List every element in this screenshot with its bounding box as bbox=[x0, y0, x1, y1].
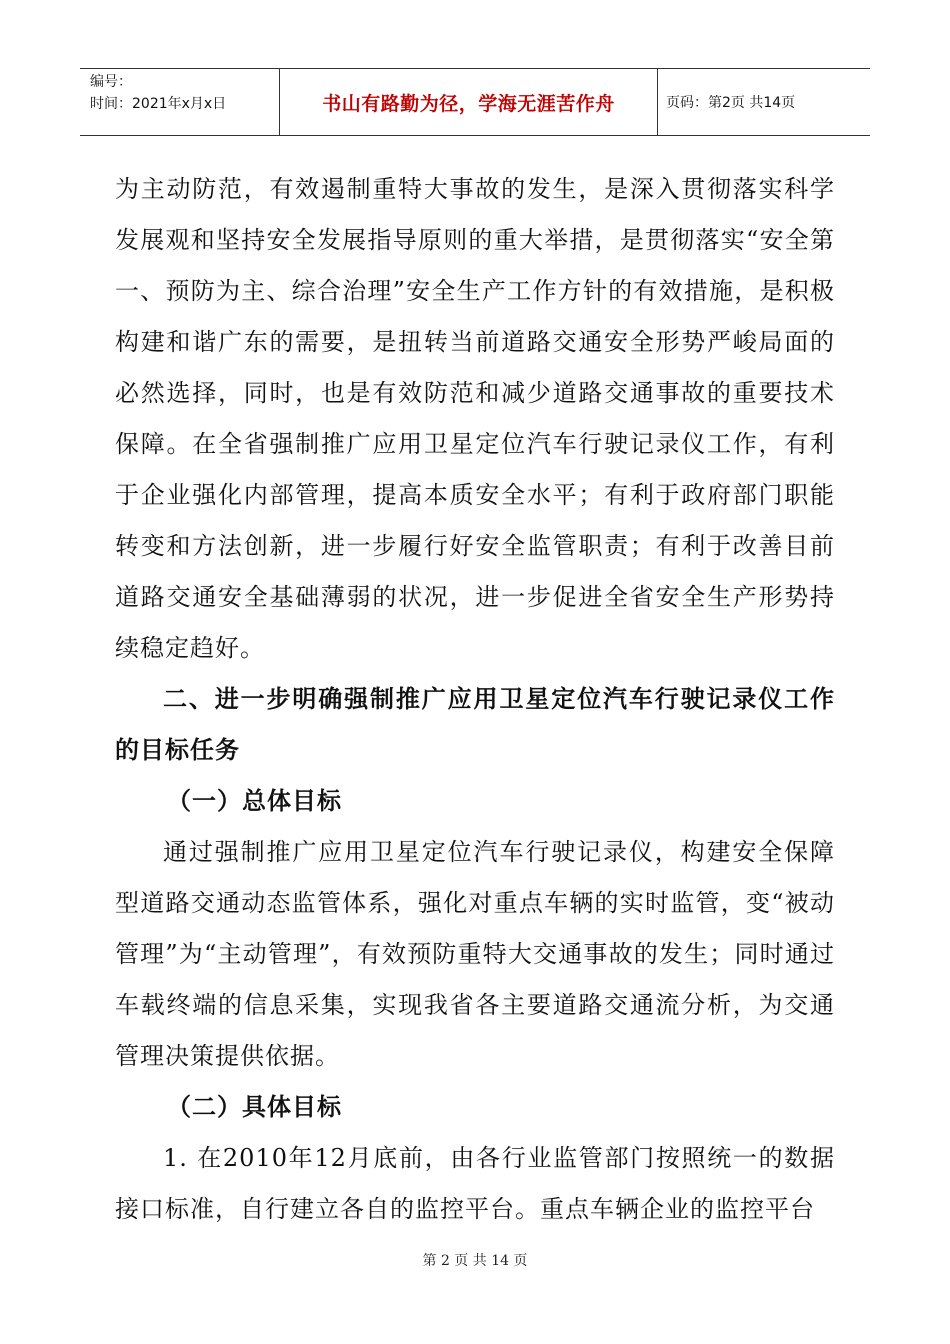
document-body bbox=[115, 164, 835, 1235]
section-heading: 二、进一步明确强制推广应用卫星定位汽车行驶记录仪工作的目标任务 bbox=[115, 685, 835, 764]
time-label: 时间：2021年x月x日 bbox=[90, 96, 227, 112]
subheading-overall-goal: （一）总体目标 bbox=[167, 787, 342, 815]
page-header bbox=[80, 68, 870, 136]
code-label: 编号： bbox=[90, 74, 132, 90]
header-page-info: 页码：第2页 共14页 bbox=[666, 95, 796, 111]
header-meta bbox=[80, 69, 280, 135]
paragraph-intro: 为主动防范，有效遏制重特大事故的发生，是深入贯彻落实科学发展观和坚持安全发展指导原则的重大举措，是贯彻落实“安全第一、预防为主、综合治理”安全生产工作方针的有效措施，是积极构建和谐广东的需要，是扭转当前道路交通安全形势严峻局面的必然选择，同时，也是有效防范和减少道路交通事故的重要技术保障。在全省强制推广应用卫星定位汽车行驶记录仪工作，有利于企业强化内部管理，提高本质安全水平；有利于政府部门职能转变和方法创新，进一步履行好安全监管职责；有利于改善目前道路交通安全基础薄弱的状况，进一步促进全省安全生产形势持续稳定趋好。 bbox=[115, 175, 835, 662]
subheading-specific-goal: （二）具体目标 bbox=[167, 1093, 342, 1121]
paragraph-specific-goal-1: 1. 在2010年12月底前，由各行业监管部门按照统一的数据接口标准，自行建立各自的监控平台。重点车辆企业的监控平台 bbox=[115, 1144, 835, 1223]
paragraph-overall-goal: 通过强制推广应用卫星定位汽车行驶记录仪，构建安全保障型道路交通动态监管体系，强化对重点车辆的实时监管，变“被动管理”为“主动管理”，有效预防重特大交通事故的发生；同时通过车载终端的信息采集，实现我省各主要道路交通流分析，为交通管理决策提供依据。 bbox=[115, 838, 835, 1070]
page-footer: 第 2 页 共 14 页 bbox=[422, 1253, 528, 1269]
header-motto: 书山有路勤为径，学海无涯苦作舟 bbox=[280, 69, 658, 135]
